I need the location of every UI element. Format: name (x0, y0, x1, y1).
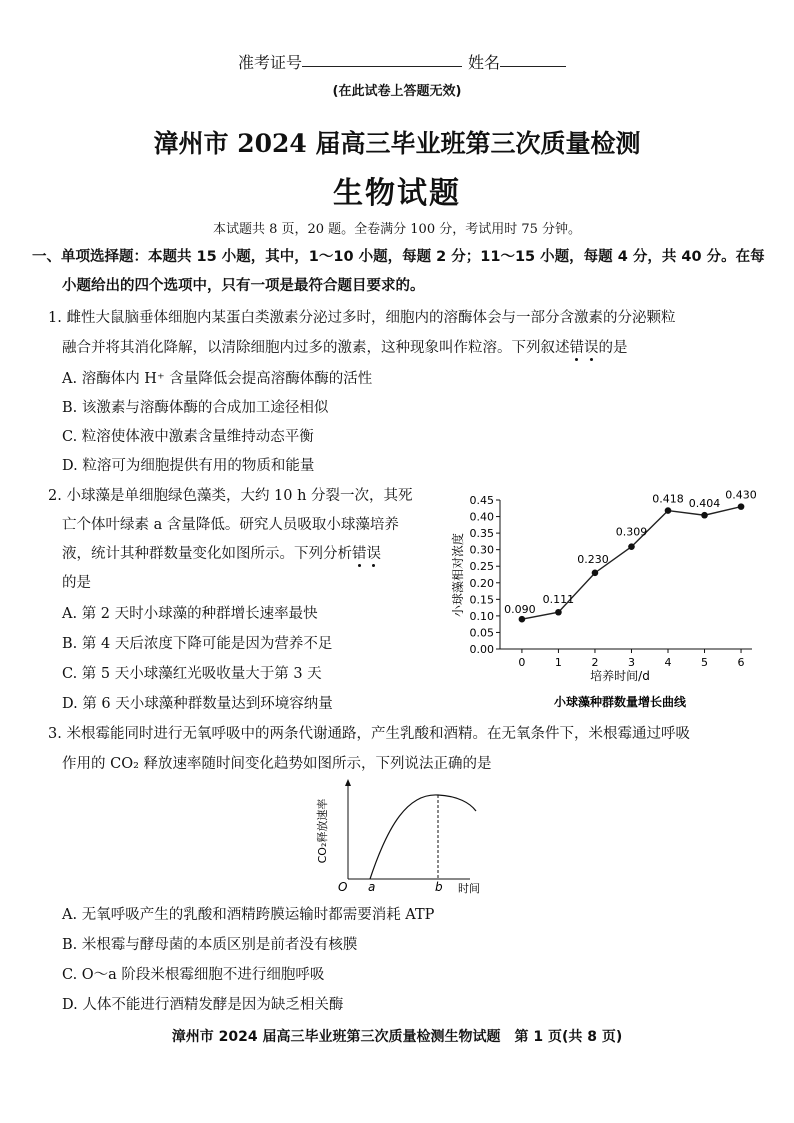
x-axis-label: 时间 (458, 882, 480, 895)
data-label: 0.430 (725, 488, 757, 502)
q1-option-c: C. 粒溶使体液中激素含量维持动态平衡 (62, 429, 314, 445)
mark-a-label: a (368, 880, 376, 894)
q3-option-a: A. 无氧呼吸产生的乳酸和酒精跨膜运输时都需要消耗 ATP (62, 907, 435, 923)
emphasis-char: 错 (352, 546, 367, 562)
emphasis-char: 错 (569, 340, 584, 356)
q3-stem-line2: 作用的 CO₂ 释放速率随时间变化趋势如图所示，下列说法正确的是 (62, 756, 492, 772)
q2-option-d: D. 第 6 天小球藻种群数量达到环境容纳量 (62, 696, 333, 712)
exam-number-label: 准考证号 (238, 53, 303, 72)
emphasis-char: 误 (366, 546, 381, 562)
q3-option-b: B. 米根霉与酵母菌的本质区别是前者没有核膜 (62, 937, 358, 953)
data-label: 0.309 (615, 525, 648, 539)
x-tick-label: 1 (554, 656, 562, 669)
q2-stem-line4: 的是 (62, 575, 91, 591)
y-axis-label: 小球藻相对浓度 (451, 532, 465, 618)
y-tick-label: 0.45 (469, 494, 494, 507)
section-heading-line1: 一、单项选择题：本题共 15 小题，其中，1～10 小题，每题 2 分；11～15 小题，每题 4 分，共 40 分。在每 (32, 249, 765, 265)
exam-title: 漳州市 2024 届高三毕业班第三次质量检测 (153, 129, 641, 158)
co2-rate-chart (318, 775, 498, 900)
q2-option-b: B. 第 4 天后浓度下降可能是因为营养不足 (62, 636, 333, 652)
page-footer: 漳州市 2024 届高三毕业班第三次质量检测生物试题 第 1 页(共 8 页) (171, 1029, 623, 1045)
data-point (628, 543, 635, 550)
origin-label: O (338, 880, 348, 894)
section-heading-line2: 小题给出的四个选项中，只有一项是最符合题目要求的。 (62, 278, 425, 294)
x-tick-label: 6 (737, 656, 745, 669)
x-tick-label: 4 (664, 656, 672, 669)
q2-stem-line3 (62, 542, 381, 563)
data-point (519, 616, 526, 623)
q1-stem-line2 (62, 336, 628, 357)
x-tick-label: 5 (701, 656, 709, 669)
q1-option-b: B. 该激素与溶酶体酶的合成加工途径相似 (62, 400, 329, 416)
data-point (701, 512, 708, 519)
x-tick-label: 3 (627, 656, 635, 669)
growth-curve-chart (440, 480, 770, 720)
q2-option-a: A. 第 2 天时小球藻的种群增长速率最快 (62, 606, 318, 622)
co2-curve (370, 795, 476, 879)
y-tick-label: 0.40 (469, 510, 494, 524)
q2-stem-line2: 亡个体叶绿素 a 含量降低。研究人员吸取小球藻培养 (62, 517, 399, 533)
chart-title: 小球藻种群数量增长曲线 (553, 695, 687, 709)
data-point (592, 570, 599, 577)
y-tick-label: 0.15 (469, 593, 494, 607)
y-axis-arrow (345, 779, 351, 786)
q3-option-c: C. O～a 阶段米根霉细胞不进行细胞呼吸 (62, 967, 325, 983)
x-axis-label: 培养时间/d (590, 669, 650, 683)
data-label: 0.090 (504, 603, 536, 617)
subject-title: 生物试题 (333, 176, 461, 211)
y-axis-label: CO₂释放速率 (316, 798, 329, 864)
data-point (738, 503, 745, 510)
q3-option-d: D. 人体不能进行酒精发酵是因为缺乏相关酶 (62, 997, 344, 1013)
name-label: 姓名 (468, 53, 501, 72)
data-label: 0.111 (542, 593, 575, 607)
q2-option-c: C. 第 5 天小球藻红光吸收量大于第 3 天 (62, 666, 322, 682)
y-tick-label: 0.10 (469, 609, 494, 623)
mark-b-label: b (435, 880, 443, 894)
answer-invalid-note: (在此试卷上答题无效) (332, 84, 462, 99)
y-tick-label: 0.30 (469, 543, 494, 557)
q2-stem-text: 液，统计其种群数量变化如图所示。下列分析 (62, 546, 352, 562)
exam-number-blank (302, 52, 462, 67)
emphasis-char: 误 (584, 340, 599, 356)
q3-stem-line1: 3. 米根霉能同时进行无氧呼吸中的两条代谢通路，产生乳酸和酒精。在无氧条件下，米根霉通过呼吸 (48, 726, 690, 742)
q1-option-d: D. 粒溶可为细胞提供有用的物质和能量 (62, 458, 315, 474)
y-tick-label: 0.25 (469, 560, 494, 574)
x-tick-label: 2 (591, 656, 599, 669)
q1-option-a: A. 溶酶体内 H⁺ 含量降低会提高溶酶体酶的活性 (62, 371, 373, 387)
exam-info: 本试题共 8 页，20 题。全卷满分 100 分，考试用时 75 分钟。 (212, 222, 582, 237)
x-tick-label: 0 (518, 656, 526, 669)
name-blank (500, 52, 566, 67)
q1-stem-text: 融合并将其消化降解，以清除细胞内过多的激素，这种现象叫作粒溶。下列叙述 (62, 340, 570, 356)
data-label: 0.404 (688, 497, 721, 511)
y-tick-label: 0.35 (469, 527, 494, 541)
q2-stem-line1: 2. 小球藻是单细胞绿色藻类，大约 10 h 分裂一次，其死 (48, 488, 413, 504)
data-label: 0.230 (577, 552, 609, 566)
data-point (665, 507, 672, 514)
q1-stem-tail: 的是 (598, 340, 628, 356)
y-tick-label: 0.00 (469, 643, 494, 656)
y-tick-label: 0.20 (469, 576, 494, 590)
data-label: 0.418 (652, 492, 684, 506)
data-point (555, 609, 562, 616)
y-tick-label: 0.05 (469, 626, 494, 640)
q1-stem-line1: 1. 雌性大鼠脑垂体细胞内某蛋白类激素分泌过多时，细胞内的溶酶体会与一部分含激素的分泌颗粒 (48, 310, 676, 326)
